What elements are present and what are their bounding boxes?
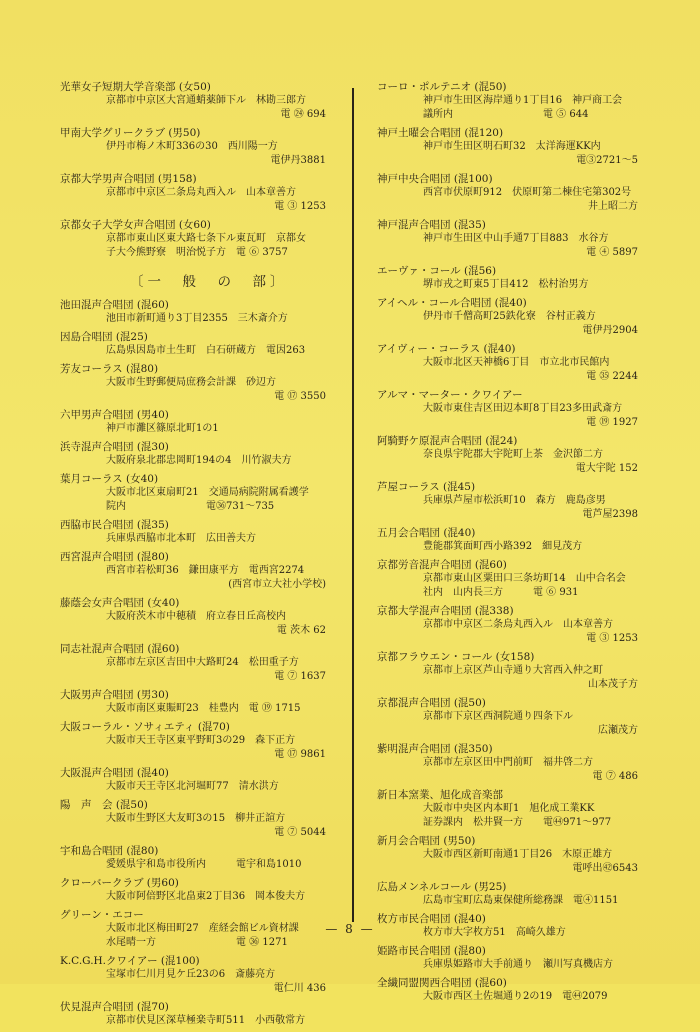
directory-entry <box>377 264 642 292</box>
entry-address-line: 院内 電㊱731～735 <box>106 501 275 512</box>
entry-address-line: 池田市新町通り3丁目2355 三木斎介方 <box>106 313 288 324</box>
entry-address-line: 神戸市生田区中山手通7丁目883 水谷方 <box>423 233 609 244</box>
entry-address-line: 京都市中京区二条烏丸西入ル 山本章善方 <box>106 187 296 198</box>
entry-address-line: 電呼出㊷6543 <box>572 863 638 874</box>
entry-address-line: 京都市中京区大宮通蛸薬師下ル 林勘三郎方 <box>106 95 306 106</box>
directory-entry <box>377 604 642 646</box>
entry-name: 紫明混声合唱団 (混350) <box>377 743 493 755</box>
entry-address-line: 議所内 電 ⑤ 644 <box>423 109 589 120</box>
entry-name: クローバークラブ (男60) <box>60 877 179 889</box>
directory-entry <box>60 596 330 638</box>
left-main-entries <box>60 298 330 1028</box>
directory-entry <box>60 218 330 260</box>
entry-address-line: 大阪市生野郵便局庶務会計課 砂辺方 <box>106 377 276 388</box>
entry-name: 枚方市民合唱団 (混40) <box>377 913 486 925</box>
entry-name: 宇和島合唱団 (混80) <box>60 845 159 857</box>
directory-entry <box>377 976 642 1004</box>
entry-address-line: 電伊丹2904 <box>582 325 638 336</box>
directory-entry <box>377 218 642 260</box>
entry-address-line: 堺市戎之町東5丁目412 松村治男方 <box>423 279 589 290</box>
entry-address-line: 伊丹市千僧高町25鉄化寮 谷村正義方 <box>423 311 596 322</box>
directory-entry <box>60 1000 330 1028</box>
right-column <box>377 80 642 1008</box>
entry-address-line: 電 ⑰ 9861 <box>274 749 326 760</box>
entry-address-line: 京都市上京区芦山寺通り大宮西入仲之町 <box>423 665 603 676</box>
entry-name: 京都大学混声合唱団 (混338) <box>377 605 514 617</box>
entry-address-line: 京都市伏見区深草極楽寺町511 小西敬常方 <box>106 1015 306 1026</box>
entry-address-line: 兵庫県芦屋市松浜町10 森方 鹿島彦男 <box>423 495 606 506</box>
entry-name: 伏見混声合唱団 (混70) <box>60 1001 169 1013</box>
entry-address-line: 水尾晴一方 電 ㊱ 1271 <box>106 937 288 948</box>
entry-address-line: 電 ③ 1253 <box>586 633 638 644</box>
entry-address-line: 奈良県宇陀郡大宇陀町上茶 金沢節二方 <box>423 449 603 460</box>
entry-name: 神戸土曜会合唱団 (混120) <box>377 127 504 139</box>
entry-address-line: 京都市東山区東大路七条下ル東瓦町 京都女 <box>106 233 306 244</box>
entry-address-line: 電 ⑦ 486 <box>592 771 638 782</box>
entry-address-line: 広島市宝町広島東保健所総務課 電④1151 <box>423 895 619 906</box>
directory-entry <box>60 362 330 404</box>
entry-address-line: (西宮市立大社小学校) <box>228 579 326 590</box>
entry-address-line: 井上昭二方 <box>588 201 638 212</box>
directory-entry <box>60 766 330 794</box>
directory-entry <box>60 844 330 872</box>
entry-address-line: 大阪府茨木市中穂積 府立春日丘高校内 <box>106 611 286 622</box>
directory-entry <box>377 944 642 972</box>
entry-name: 全繊同盟関西合唱団 (混60) <box>377 977 507 989</box>
directory-entry <box>377 342 642 384</box>
entry-address-line: 広島県因島市土生町 白石研蔵方 電因263 <box>106 345 306 356</box>
directory-entry <box>60 876 330 904</box>
entry-name: 大阪混声合唱団 (混40) <box>60 767 169 779</box>
entry-address-line: 広瀬茂方 <box>598 725 638 736</box>
directory-entry <box>60 720 330 762</box>
entry-address-line: 電 ④ 5897 <box>586 247 638 258</box>
directory-entry <box>60 80 330 122</box>
entry-address-line: 電 ⑦ 1637 <box>274 671 326 682</box>
entry-address-line: 証券課内 松井賢一方 電㊹971～977 <box>423 817 612 828</box>
entry-name: 大阪コーラル・ソサィエティ (混70) <box>60 721 230 733</box>
entry-address-line: 大阪市天王寺区東平野町3の29 森下正方 <box>106 735 296 746</box>
entry-name: 西脇市民合唱団 (混35) <box>60 519 169 531</box>
entry-address-line: 電 ③ 1253 <box>274 201 326 212</box>
entry-name: アイヘル・コール合唱団 (混40) <box>377 297 527 309</box>
entry-name: 広島メンネルコール (男25) <box>377 881 507 893</box>
entry-name: グリーン・エコー <box>60 909 144 921</box>
entry-name: 甲南大学グリークラブ (男50) <box>60 127 201 139</box>
entry-address-line: 大阪市北区梅田町27 産経会館ビル資材課 <box>106 923 299 934</box>
entry-address-line: 大阪市阿倍野区北畠東2丁目36 岡本俊夫方 <box>106 891 306 902</box>
entry-address-line: 豊能郡箕面町西小路392 細見茂方 <box>423 541 583 552</box>
entry-address-line: 京都市左京区吉田中大路町24 松田重子方 <box>106 657 299 668</box>
directory-entry <box>60 126 330 168</box>
directory-entry <box>377 126 642 168</box>
entry-name: 五月会合唱団 (混40) <box>377 527 476 539</box>
entry-address-line: 大阪市天王寺区北河堀町77 清水洪方 <box>106 781 279 792</box>
entry-name: 神戸中央合唱団 (混100) <box>377 173 493 185</box>
entry-address-line: 大阪市南区東賑町23 桂豊内 電 ⑲ 1715 <box>106 703 301 714</box>
entry-address-line: 京都市左京区田中門前町 福井啓二方 <box>423 757 593 768</box>
entry-name: 大阪男声合唱団 (男30) <box>60 689 169 701</box>
entry-address-line: 電 ㉟ 2244 <box>586 371 638 382</box>
entry-name: 京都混声合唱団 (混50) <box>377 697 486 709</box>
directory-entry <box>377 788 642 830</box>
entry-address-line: 子大今熊野寮 明治悦子方 電 ⑥ 3757 <box>106 247 288 258</box>
entry-name: アイヴィー・コーラス (混40) <box>377 343 516 355</box>
entry-address-line: 兵庫県姫路市大手前通り 瀬川写真機店方 <box>423 959 613 970</box>
entry-address-line: 電 ㉔ 694 <box>280 109 326 120</box>
entry-name: K.C.G.H.クワイアー (混100) <box>60 955 200 967</box>
entry-address-line: 愛媛県宇和島市役所内 電宇和島1010 <box>106 859 302 870</box>
entry-address-line: 電仁川 436 <box>273 983 326 994</box>
entry-address-line: 電 茨木 62 <box>276 625 326 636</box>
entry-address-line: 電大宇陀 152 <box>575 463 638 474</box>
entry-address-line: 神戸市生田区明石町32 太洋海運KK内 <box>423 141 601 152</box>
entry-name: 京都女子大学女声合唱団 (女60) <box>60 219 211 231</box>
directory-entry <box>377 880 642 908</box>
entry-name: 芳友コーラス (混80) <box>60 363 159 375</box>
directory-entry <box>377 80 642 122</box>
directory-entry <box>377 480 642 522</box>
entry-address-line: 大阪府泉北郡忠岡町194の4 川竹淑夫方 <box>106 455 292 466</box>
entry-address-line: 京都市下京区西洞院通り四条下ル <box>423 711 573 722</box>
entry-address-line: 枚方市大字枚方51 高崎久雄方 <box>423 927 566 938</box>
directory-entry <box>377 434 642 476</box>
entry-address-line: 大阪市生野区大友町3の15 柳井正諠方 <box>106 813 286 824</box>
entry-name: 浜寺混声合唱団 (混30) <box>60 441 169 453</box>
entry-address-line: 京都市中京区二条烏丸西入ル 山本章善方 <box>423 619 613 630</box>
entry-address-line: 西宮市若松町36 鎌田康平方 電西宮2274 <box>106 565 305 576</box>
left-column <box>60 80 330 1032</box>
directory-entry <box>60 440 330 468</box>
entry-address-line: 宝塚市仁川月見ケ丘23の6 斎藤亮方 <box>106 969 276 980</box>
entry-address-line: 神戸市生田区海岸通り1丁目16 神戸商工会 <box>423 95 623 106</box>
directory-entry <box>377 834 642 876</box>
entry-address-line: 電 ⑰ 3550 <box>274 391 326 402</box>
entry-name: 芦屋コーラス (混45) <box>377 481 476 493</box>
directory-entry <box>377 650 642 692</box>
section-heading: 〔一 般 の 部〕 <box>130 274 288 290</box>
entry-address-line: 大阪市東住吉区田辺本町8丁目23多田武斎方 <box>423 403 623 414</box>
entry-name: 阿騎野ケ原混声合唱団 (混24) <box>377 435 518 447</box>
directory-entry <box>377 696 642 738</box>
entry-name: エーヴァ・コール (混56) <box>377 265 497 277</box>
entry-name: コーロ・ポルテニオ (混50) <box>377 81 507 93</box>
directory-entry <box>377 742 642 784</box>
entry-address-line: 神戸市灘区篠原北町1の1 <box>106 423 219 434</box>
directory-entry <box>377 526 642 554</box>
entry-address-line: 電芦屋2398 <box>582 509 638 520</box>
directory-entry <box>377 388 642 430</box>
entry-address-line: 西宮市伏原町912 伏原町第二棟住宅第302号 <box>423 187 632 198</box>
directory-entry <box>60 408 330 436</box>
entry-address-line: 京都市東山区粟田口三条坊町14 山中合名会 <box>423 573 626 584</box>
entry-address-line: 社内 山内長三方 電 ⑥ 931 <box>423 587 579 598</box>
directory-entry <box>377 172 642 214</box>
entry-name: 池田混声合唱団 (混60) <box>60 299 169 311</box>
directory-entry <box>60 298 330 326</box>
entry-name: アルマ・マーター・クワイアー <box>377 389 523 401</box>
entry-address-line: 大阪市中央区内本町1 旭化成工業KK <box>423 803 595 814</box>
directory-entry <box>60 472 330 514</box>
column-divider <box>352 88 354 922</box>
entry-name: 神戸混声合唱団 (混35) <box>377 219 486 231</box>
entry-name: 光華女子短期大学音楽部 (女50) <box>60 81 211 93</box>
directory-entry <box>60 642 330 684</box>
entry-name: 京都フラウエン・コール (女158) <box>377 651 535 663</box>
directory-entry <box>60 798 330 840</box>
entry-address-line: 兵庫県西脇市北本町 広田善夫方 <box>106 533 256 544</box>
entry-address-line: 伊丹市梅ノ木町336の30 西川陽一方 <box>106 141 278 152</box>
entry-name: 因島合唱団 (混25) <box>60 331 148 343</box>
entry-name: 京都大学男声合唱団 (男158) <box>60 173 197 185</box>
directory-entry <box>60 550 330 592</box>
entry-address-line: 山本茂子方 <box>588 679 638 690</box>
right-entries <box>377 80 642 1004</box>
directory-entry <box>60 330 330 358</box>
entry-name: 同志社混声合唱団 (混60) <box>60 643 180 655</box>
entry-address-line: 大阪市西区新町南通1丁目26 木原正雄方 <box>423 849 613 860</box>
entry-name: 西宮混声合唱団 (混80) <box>60 551 169 563</box>
page-number: — 8 — <box>325 922 375 936</box>
entry-name: 新日本窯業、旭化成音楽部 <box>377 789 503 801</box>
entry-address-line: 大阪市西区土佐堀通り2の19 電㊹2079 <box>423 991 608 1002</box>
directory-entry <box>377 296 642 338</box>
entry-name: 新月会合唱団 (男50) <box>377 835 476 847</box>
entry-name: 藤蔭会女声合唱団 (女40) <box>60 597 180 609</box>
entry-address-line: 電 ⑲ 1927 <box>586 417 638 428</box>
directory-entry <box>60 954 330 996</box>
entry-name: 姫路市民合唱団 (混80) <box>377 945 486 957</box>
entry-address-line: 大阪市北区天神橋6丁目 市立北市民館内 <box>423 357 610 368</box>
entry-name: 葉月コーラス (女40) <box>60 473 159 485</box>
entry-address-line: 電 ⑦ 5044 <box>274 827 326 838</box>
entry-name: 六甲男声合唱団 (男40) <box>60 409 169 421</box>
directory-entry <box>60 518 330 546</box>
directory-entry <box>377 558 642 600</box>
directory-entry <box>60 688 330 716</box>
entry-address-line: 大阪市北区東扇町21 交通局病院附属看護学 <box>106 487 309 498</box>
left-top-entries <box>60 80 330 260</box>
directory-entry <box>60 172 330 214</box>
entry-address-line: 電伊丹3881 <box>270 155 326 166</box>
entry-name: 京都労音混声合唱団 (混60) <box>377 559 507 571</box>
entry-address-line: 電③2721～5 <box>576 155 638 166</box>
entry-name: 陽 声 会 (混50) <box>60 799 148 811</box>
